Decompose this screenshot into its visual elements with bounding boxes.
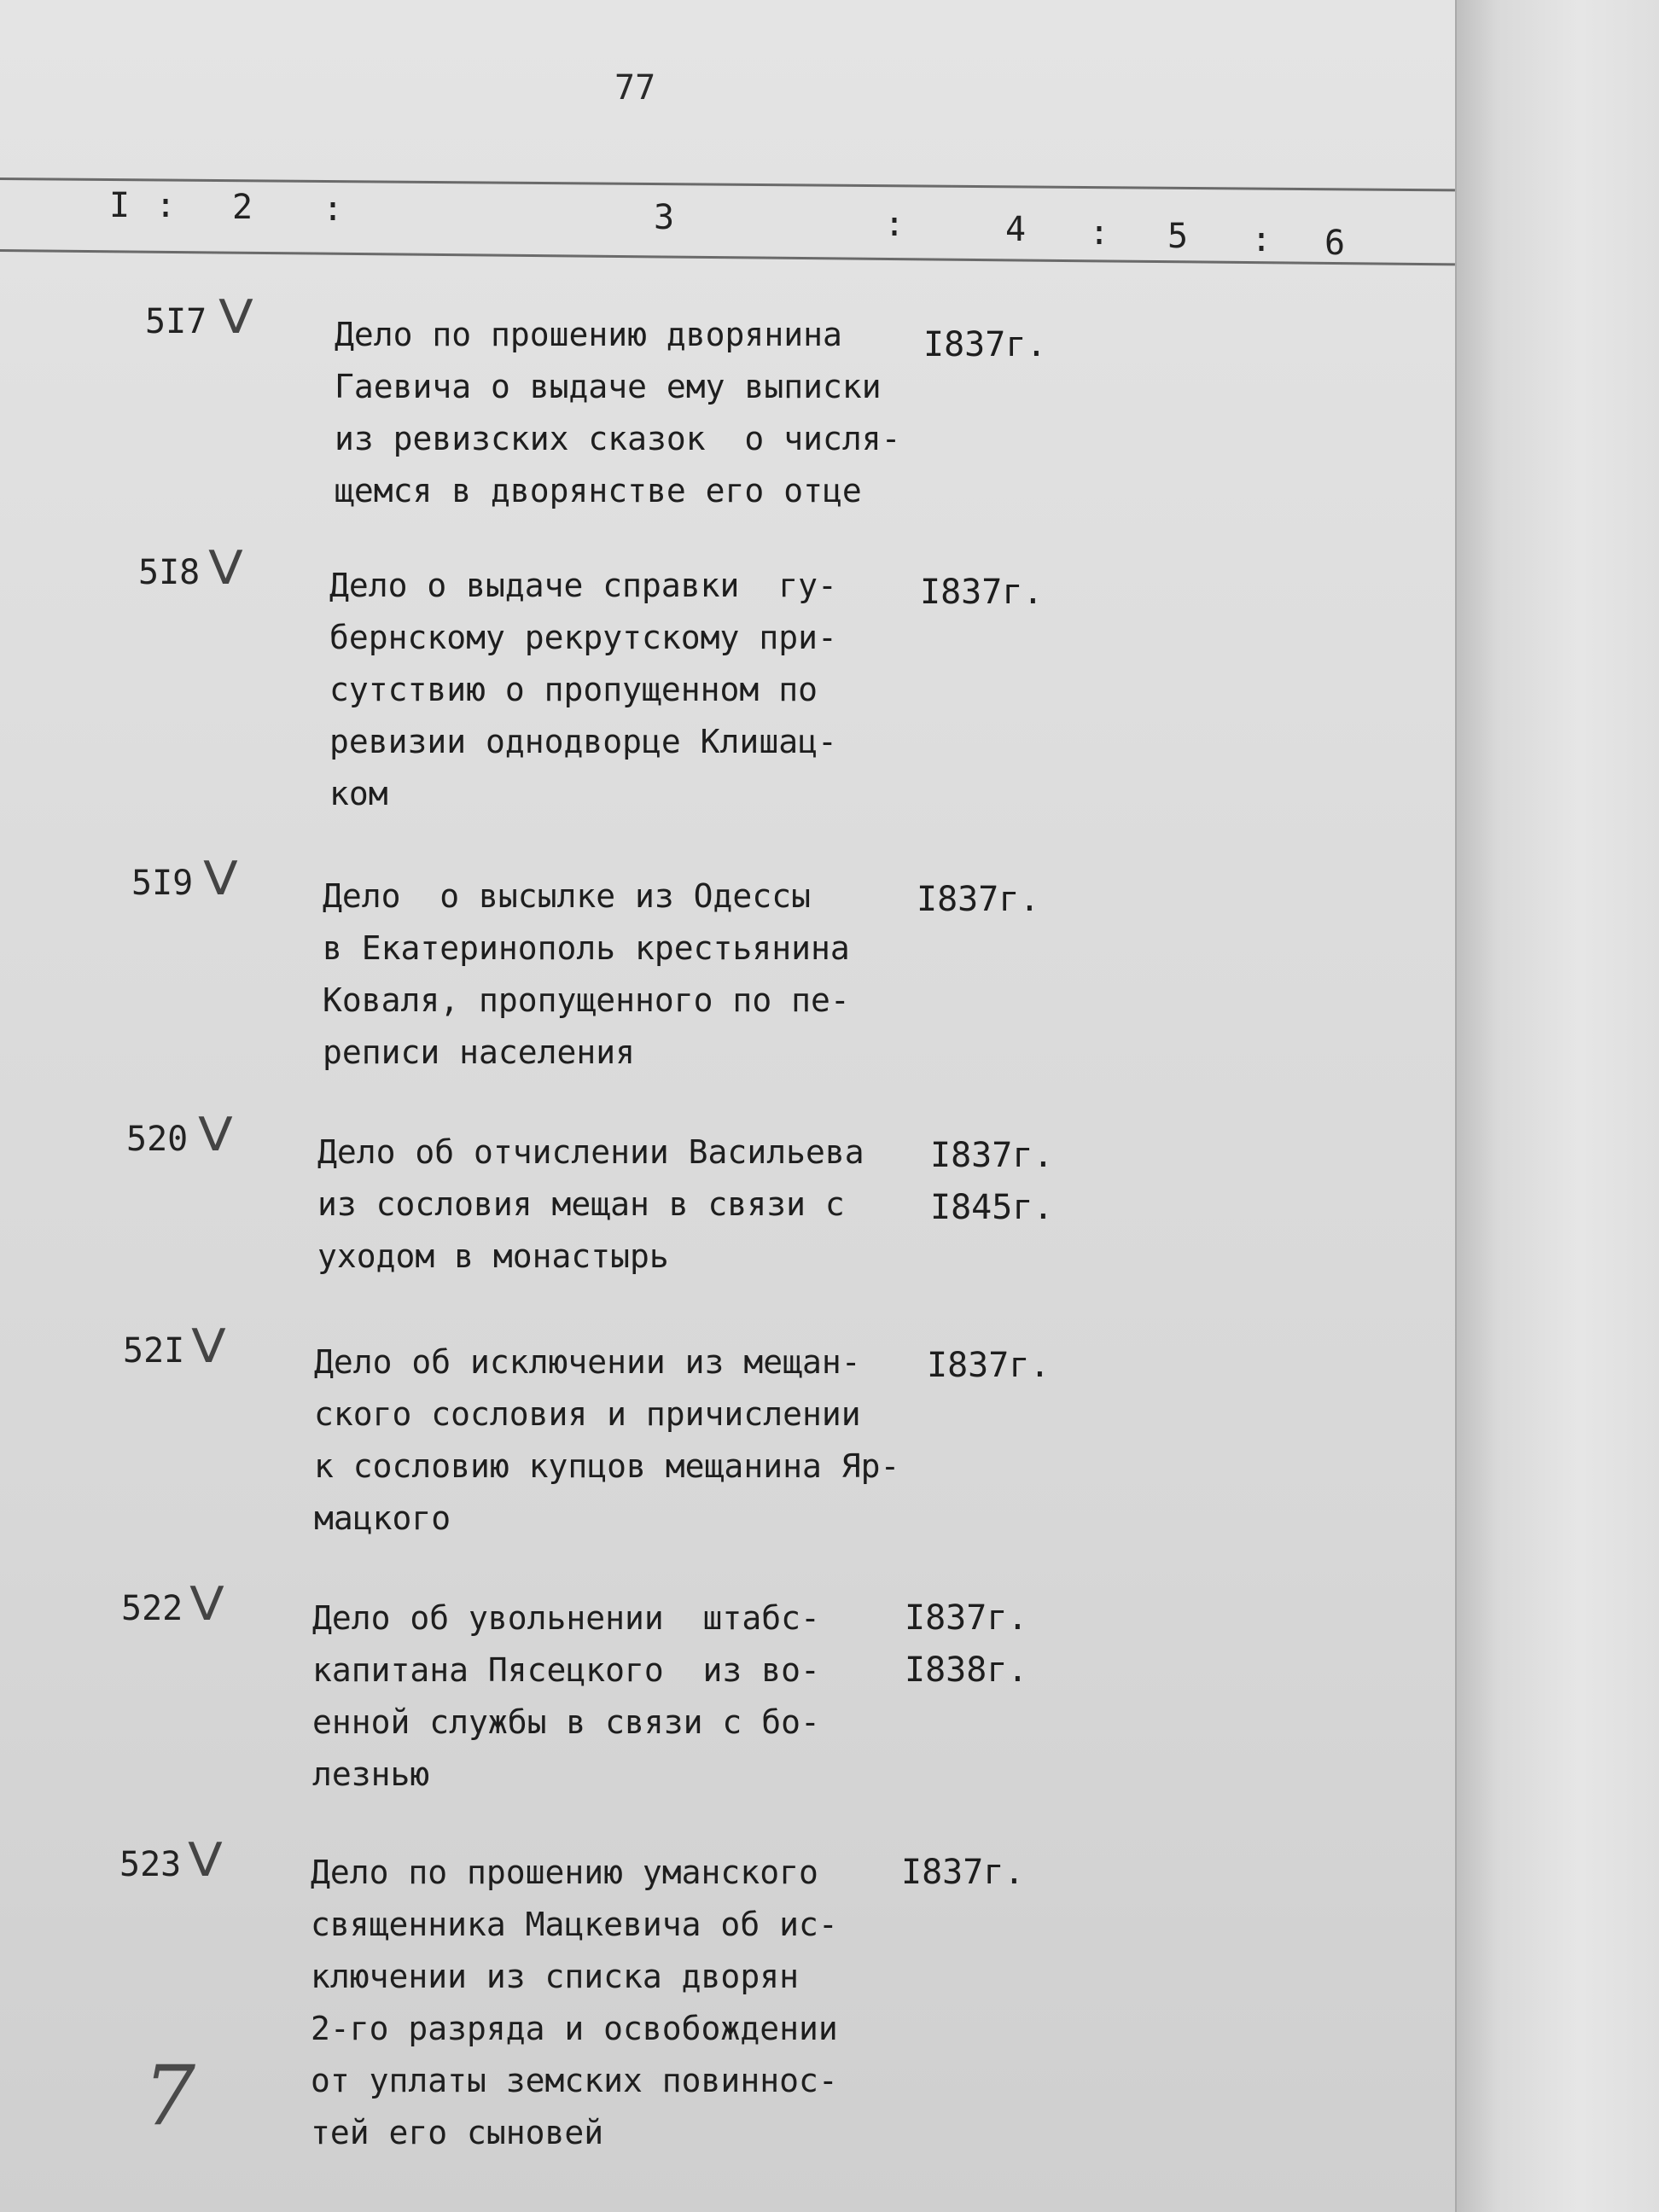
- check-mark-icon: V: [203, 852, 238, 905]
- header-rule-top: [0, 178, 1455, 191]
- column-header-5: 5: [1167, 217, 1189, 256]
- entry-number: 520: [126, 1120, 189, 1159]
- entry-description: Дело по прошению уманского священника Мацкевича об ис- ключении из списка дворян 2-го разряда и освобождении от уплаты земских повиннос- тей его сыновей: [311, 1854, 838, 2151]
- entry-description: Дело о высылке из Одессы в Екатеринополь крестьянина Коваля, пропущенного по пе- реписи населения: [323, 877, 850, 1071]
- entry-description: Дело об увольнении штабс- капитана Пясецкого из во- енной службы в связи с бо- лезнью: [312, 1599, 820, 1793]
- entry-number: 522: [121, 1589, 183, 1628]
- entry-years: I837г.: [920, 573, 1044, 612]
- handwritten-mark: 7: [143, 2048, 196, 2144]
- column-separator: :: [1251, 220, 1272, 259]
- column-header-4: 4: [1005, 210, 1027, 249]
- entry-number: 5I9: [131, 864, 194, 903]
- underlying-page-edge: [1455, 0, 1659, 2212]
- check-mark-icon: V: [191, 1319, 226, 1373]
- page-number: 77: [614, 68, 656, 108]
- column-separator: :: [1089, 213, 1110, 253]
- entry-years: I837г. I838г.: [905, 1598, 1028, 1690]
- column-header-2: 2: [232, 188, 253, 227]
- entry-description: Дело по прошению дворянина Гаевича о выдаче ему выписки из ревизских сказок о числя- щемся в дворянстве его отце: [335, 316, 901, 509]
- entry-description: Дело об исключении из мещан- ского сословия и причислении к сословию купцов мещанина Яр- мацкого: [314, 1343, 900, 1537]
- column-header-6: 6: [1324, 224, 1346, 263]
- column-separator: :: [323, 189, 344, 229]
- entry-description: Дело о выдаче справки гу- бернскому рекрутскому при- сутствию о пропущенном по ревизии однодворце Клишац- ком: [329, 567, 837, 812]
- check-mark-icon: V: [188, 1833, 223, 1887]
- entry-years: I837г.: [927, 1346, 1051, 1385]
- check-mark-icon: V: [208, 541, 243, 595]
- column-header-1: I: [109, 186, 131, 225]
- entry-number: 5I7: [145, 302, 207, 341]
- check-mark-icon: V: [218, 290, 253, 344]
- column-separator: :: [155, 186, 177, 225]
- entry-number: 5I8: [138, 553, 201, 592]
- check-mark-icon: V: [189, 1577, 224, 1631]
- entry-number: 523: [119, 1845, 182, 1884]
- header-rule-bottom: [0, 249, 1455, 265]
- column-separator: :: [884, 205, 905, 244]
- entry-number: 52I: [123, 1331, 185, 1371]
- entry-years: I837г.: [923, 325, 1047, 364]
- entry-years: I837г.: [917, 880, 1040, 919]
- entry-years: I837г. I845г.: [930, 1136, 1054, 1227]
- entry-description: Дело об отчислении Васильева из сословия мещан в связи с уходом в монастырь: [317, 1133, 864, 1275]
- check-mark-icon: V: [198, 1108, 233, 1161]
- entry-years: I837г.: [901, 1853, 1025, 1892]
- column-header-3: 3: [654, 198, 675, 237]
